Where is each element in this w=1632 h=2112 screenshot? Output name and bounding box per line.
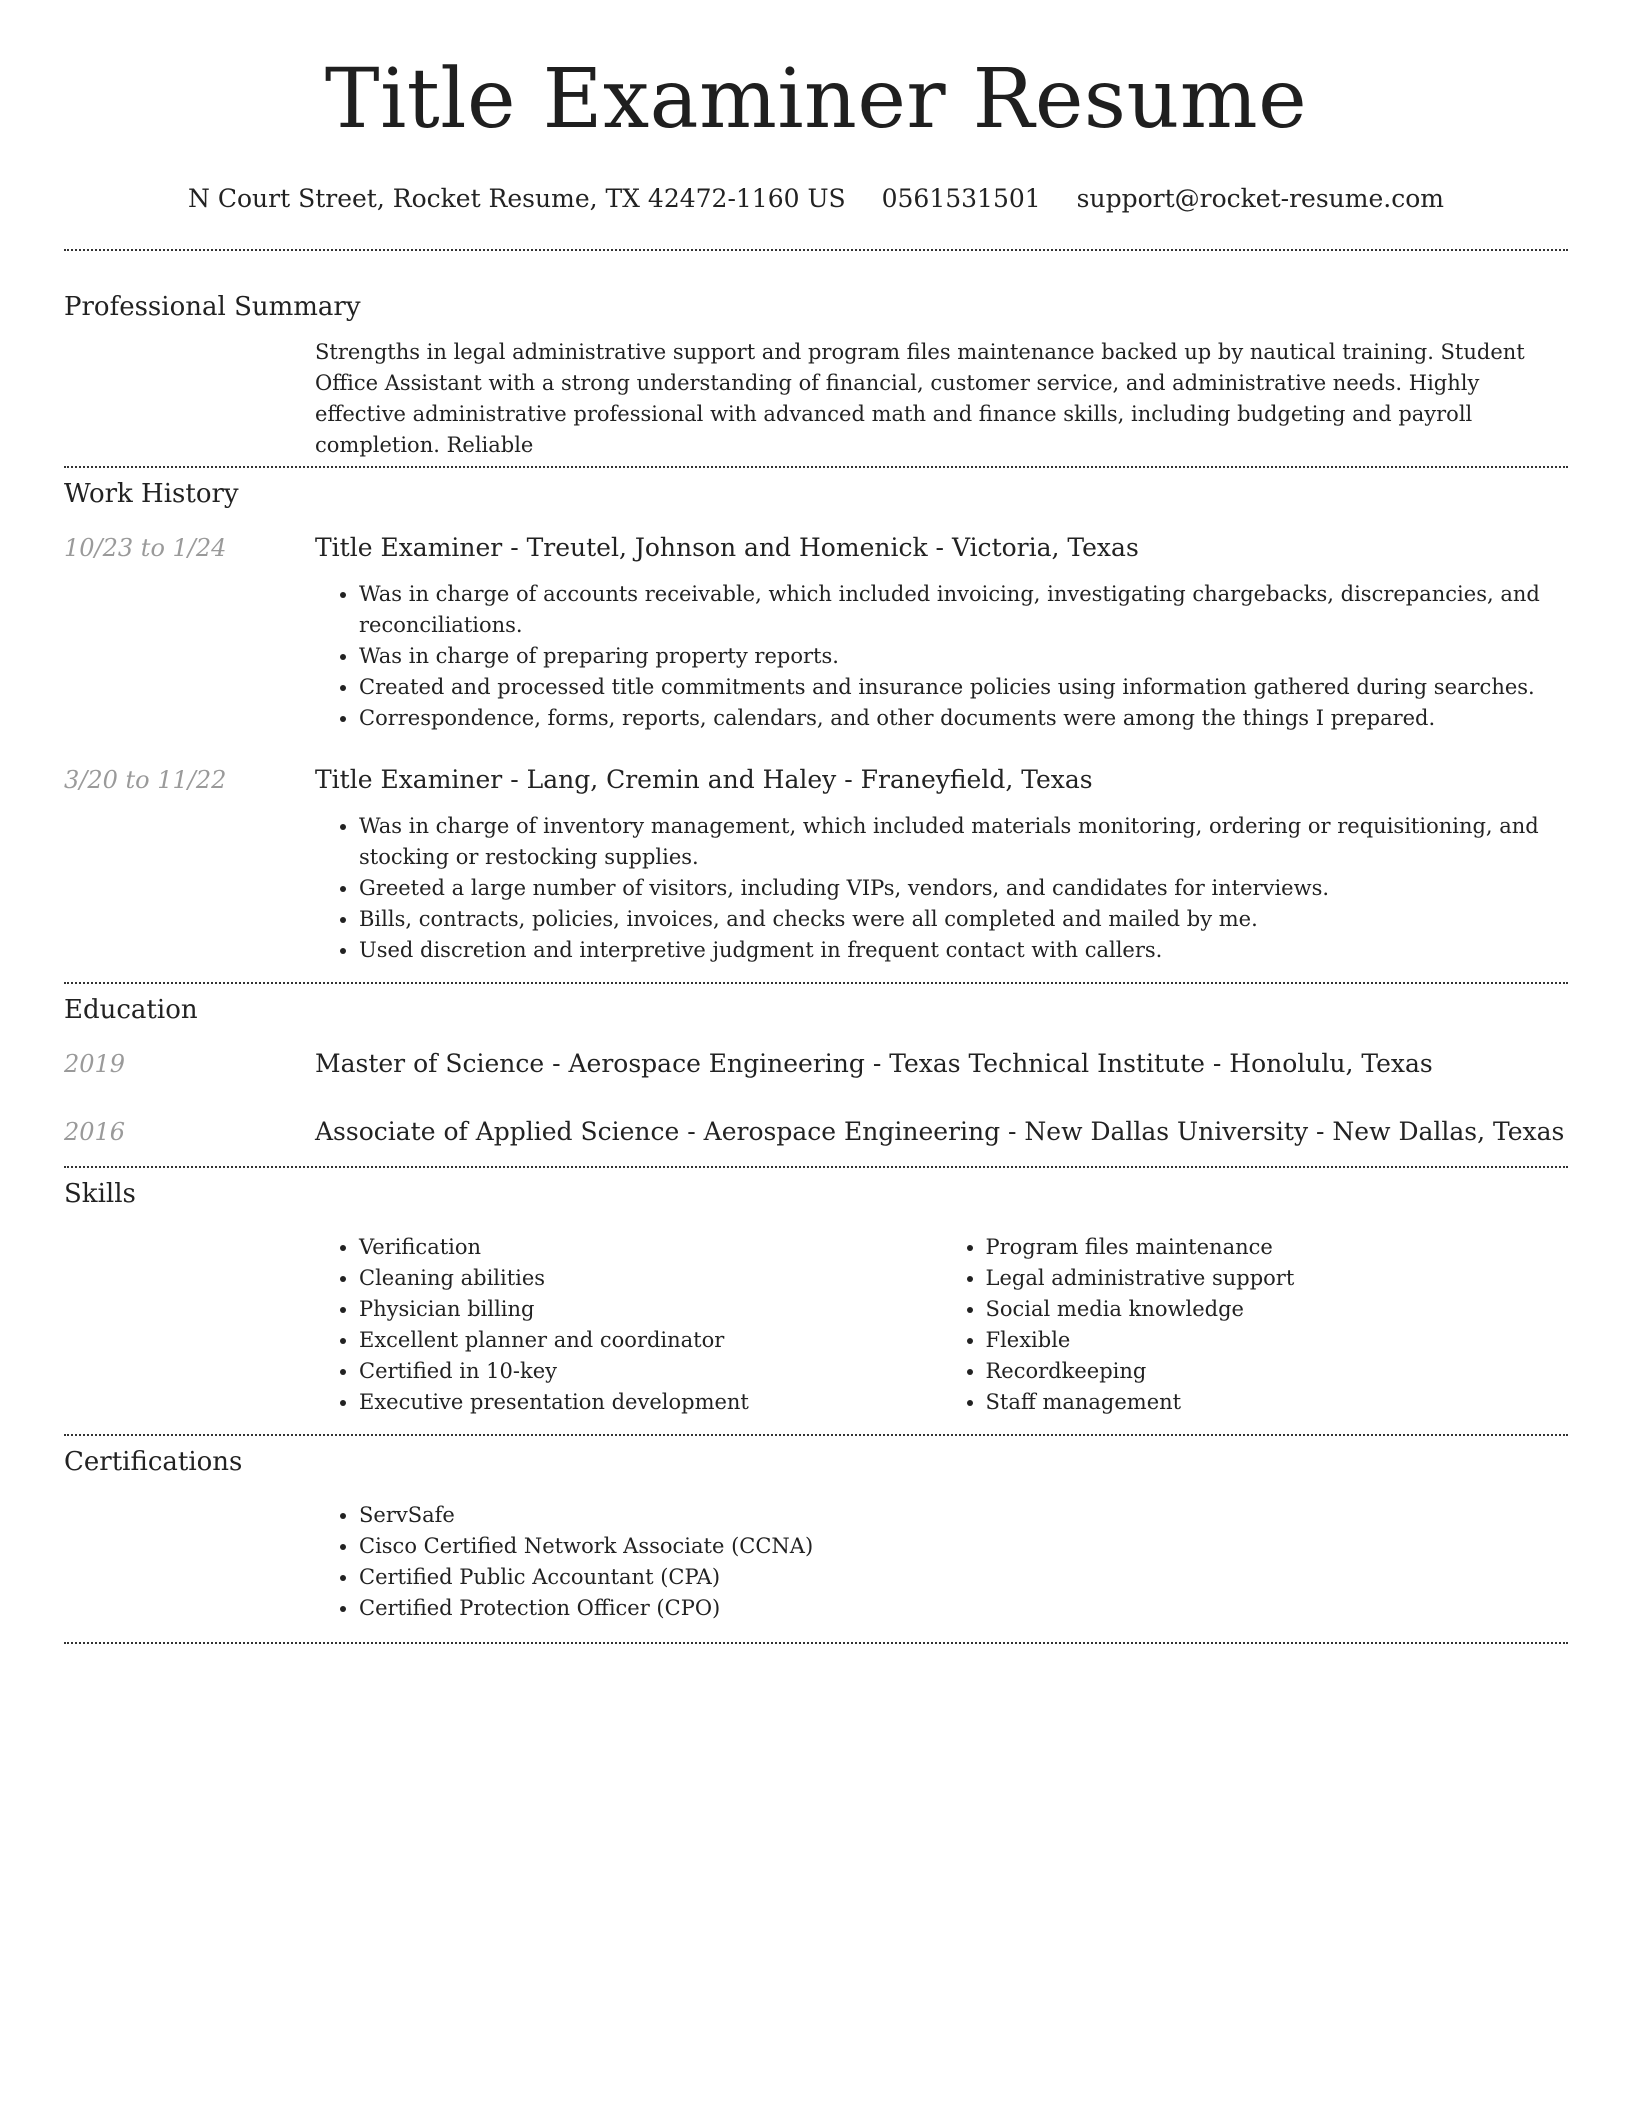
divider — [64, 1434, 1568, 1436]
summary-text: Strengths in legal administrative support and program files maintenance backed up by nautical training. Student Office Assistant with a strong understanding of financial, customer service, and administrative needs. Highly effective administrative professional with advanced math and finance skills, including budgeting and payroll completion. Reliable — [315, 340, 1525, 457]
job-entry — [64, 532, 1568, 734]
list-item: • Flexible — [986, 1325, 1569, 1356]
list-item: • Greeted a large number of visitors, including VIPs, vendors, and candidates for interviews. — [359, 873, 1568, 904]
education-year: 2016 — [64, 1118, 126, 1146]
skills-list — [315, 1232, 1568, 1418]
list-item: • Executive presentation development — [359, 1387, 942, 1418]
contact-phone: 0561531501 — [881, 184, 1041, 213]
education-title: Associate of Applied Science - Aerospace Engineering - New Dallas University - New Dallas, Texas — [315, 1117, 1565, 1146]
job-bullets — [315, 811, 1568, 966]
job-dates: 10/23 to 1/24 — [64, 534, 227, 562]
contact-address: N Court Street, Rocket Resume, TX 42472-1160 US — [188, 184, 846, 213]
section-heading-education: Education — [64, 995, 198, 1025]
divider — [64, 1166, 1568, 1168]
list-item: • Social media knowledge — [986, 1294, 1569, 1325]
list-item: • Correspondence, forms, reports, calendars, and other documents were among the things I prepared. — [359, 703, 1568, 734]
list-item: • Verification — [359, 1232, 942, 1263]
contact-email: support@rocket-resume.com — [1076, 184, 1444, 213]
list-item: • Cleaning abilities — [359, 1263, 942, 1294]
list-item: • Certified Public Accountant (CPA) — [359, 1562, 1568, 1593]
list-item: • Excellent planner and coordinator — [359, 1325, 942, 1356]
list-item: • Legal administrative support — [986, 1263, 1569, 1294]
certifications-list — [315, 1500, 1568, 1624]
resume-page — [64, 0, 1568, 1644]
job-entry — [64, 764, 1568, 966]
list-item: • Created and processed title commitments and insurance policies using information gathered during searches. — [359, 672, 1568, 703]
job-title: Title Examiner - Lang, Cremin and Haley - Franeyfield, Texas — [315, 765, 1093, 794]
list-item: • Was in charge of preparing property reports. — [359, 641, 1568, 672]
education-title: Master of Science - Aerospace Engineering - Texas Technical Institute - Honolulu, Texas — [315, 1049, 1433, 1078]
list-item: • ServSafe — [359, 1500, 1568, 1531]
section-heading-skills: Skills — [64, 1179, 136, 1209]
education-entry — [64, 1116, 1568, 1148]
list-item: • Certified in 10-key — [359, 1356, 942, 1387]
divider — [64, 249, 1568, 251]
section-heading-work: Work History — [64, 479, 239, 509]
list-item: • Cisco Certified Network Associate (CCNA) — [359, 1531, 1568, 1562]
list-item: • Physician billing — [359, 1294, 942, 1325]
job-title: Title Examiner - Treutel, Johnson and Homenick - Victoria, Texas — [315, 533, 1139, 562]
divider — [64, 982, 1568, 984]
divider — [64, 1642, 1568, 1644]
job-bullets — [315, 579, 1568, 734]
list-item: • Was in charge of inventory management, which included materials monitoring, ordering or requisitioning, and stocking or restocking supplies. — [359, 811, 1568, 873]
job-dates: 3/20 to 11/22 — [64, 766, 227, 794]
resume-title: Title Examiner Resume — [324, 52, 1308, 147]
education-entry — [64, 1048, 1568, 1080]
list-item: • Staff management — [986, 1387, 1569, 1418]
skills-column-right — [942, 1232, 1569, 1418]
education-year: 2019 — [64, 1050, 126, 1078]
divider — [64, 466, 1568, 468]
list-item: • Bills, contracts, policies, invoices, and checks were all completed and mailed by me. — [359, 904, 1568, 935]
list-item: • Was in charge of accounts receivable, which included invoicing, investigating chargebacks, discrepancies, and reconciliations. — [359, 579, 1568, 641]
contact-line — [64, 184, 1568, 214]
list-item: • Program files maintenance — [986, 1232, 1569, 1263]
skills-column-left — [315, 1232, 942, 1418]
section-heading-summary: Professional Summary — [64, 292, 361, 322]
list-item: • Certified Protection Officer (CPO) — [359, 1593, 1568, 1624]
section-heading-certifications: Certifications — [64, 1447, 243, 1477]
list-item: • Recordkeeping — [986, 1356, 1569, 1387]
list-item: • Used discretion and interpretive judgment in frequent contact with callers. — [359, 935, 1568, 966]
